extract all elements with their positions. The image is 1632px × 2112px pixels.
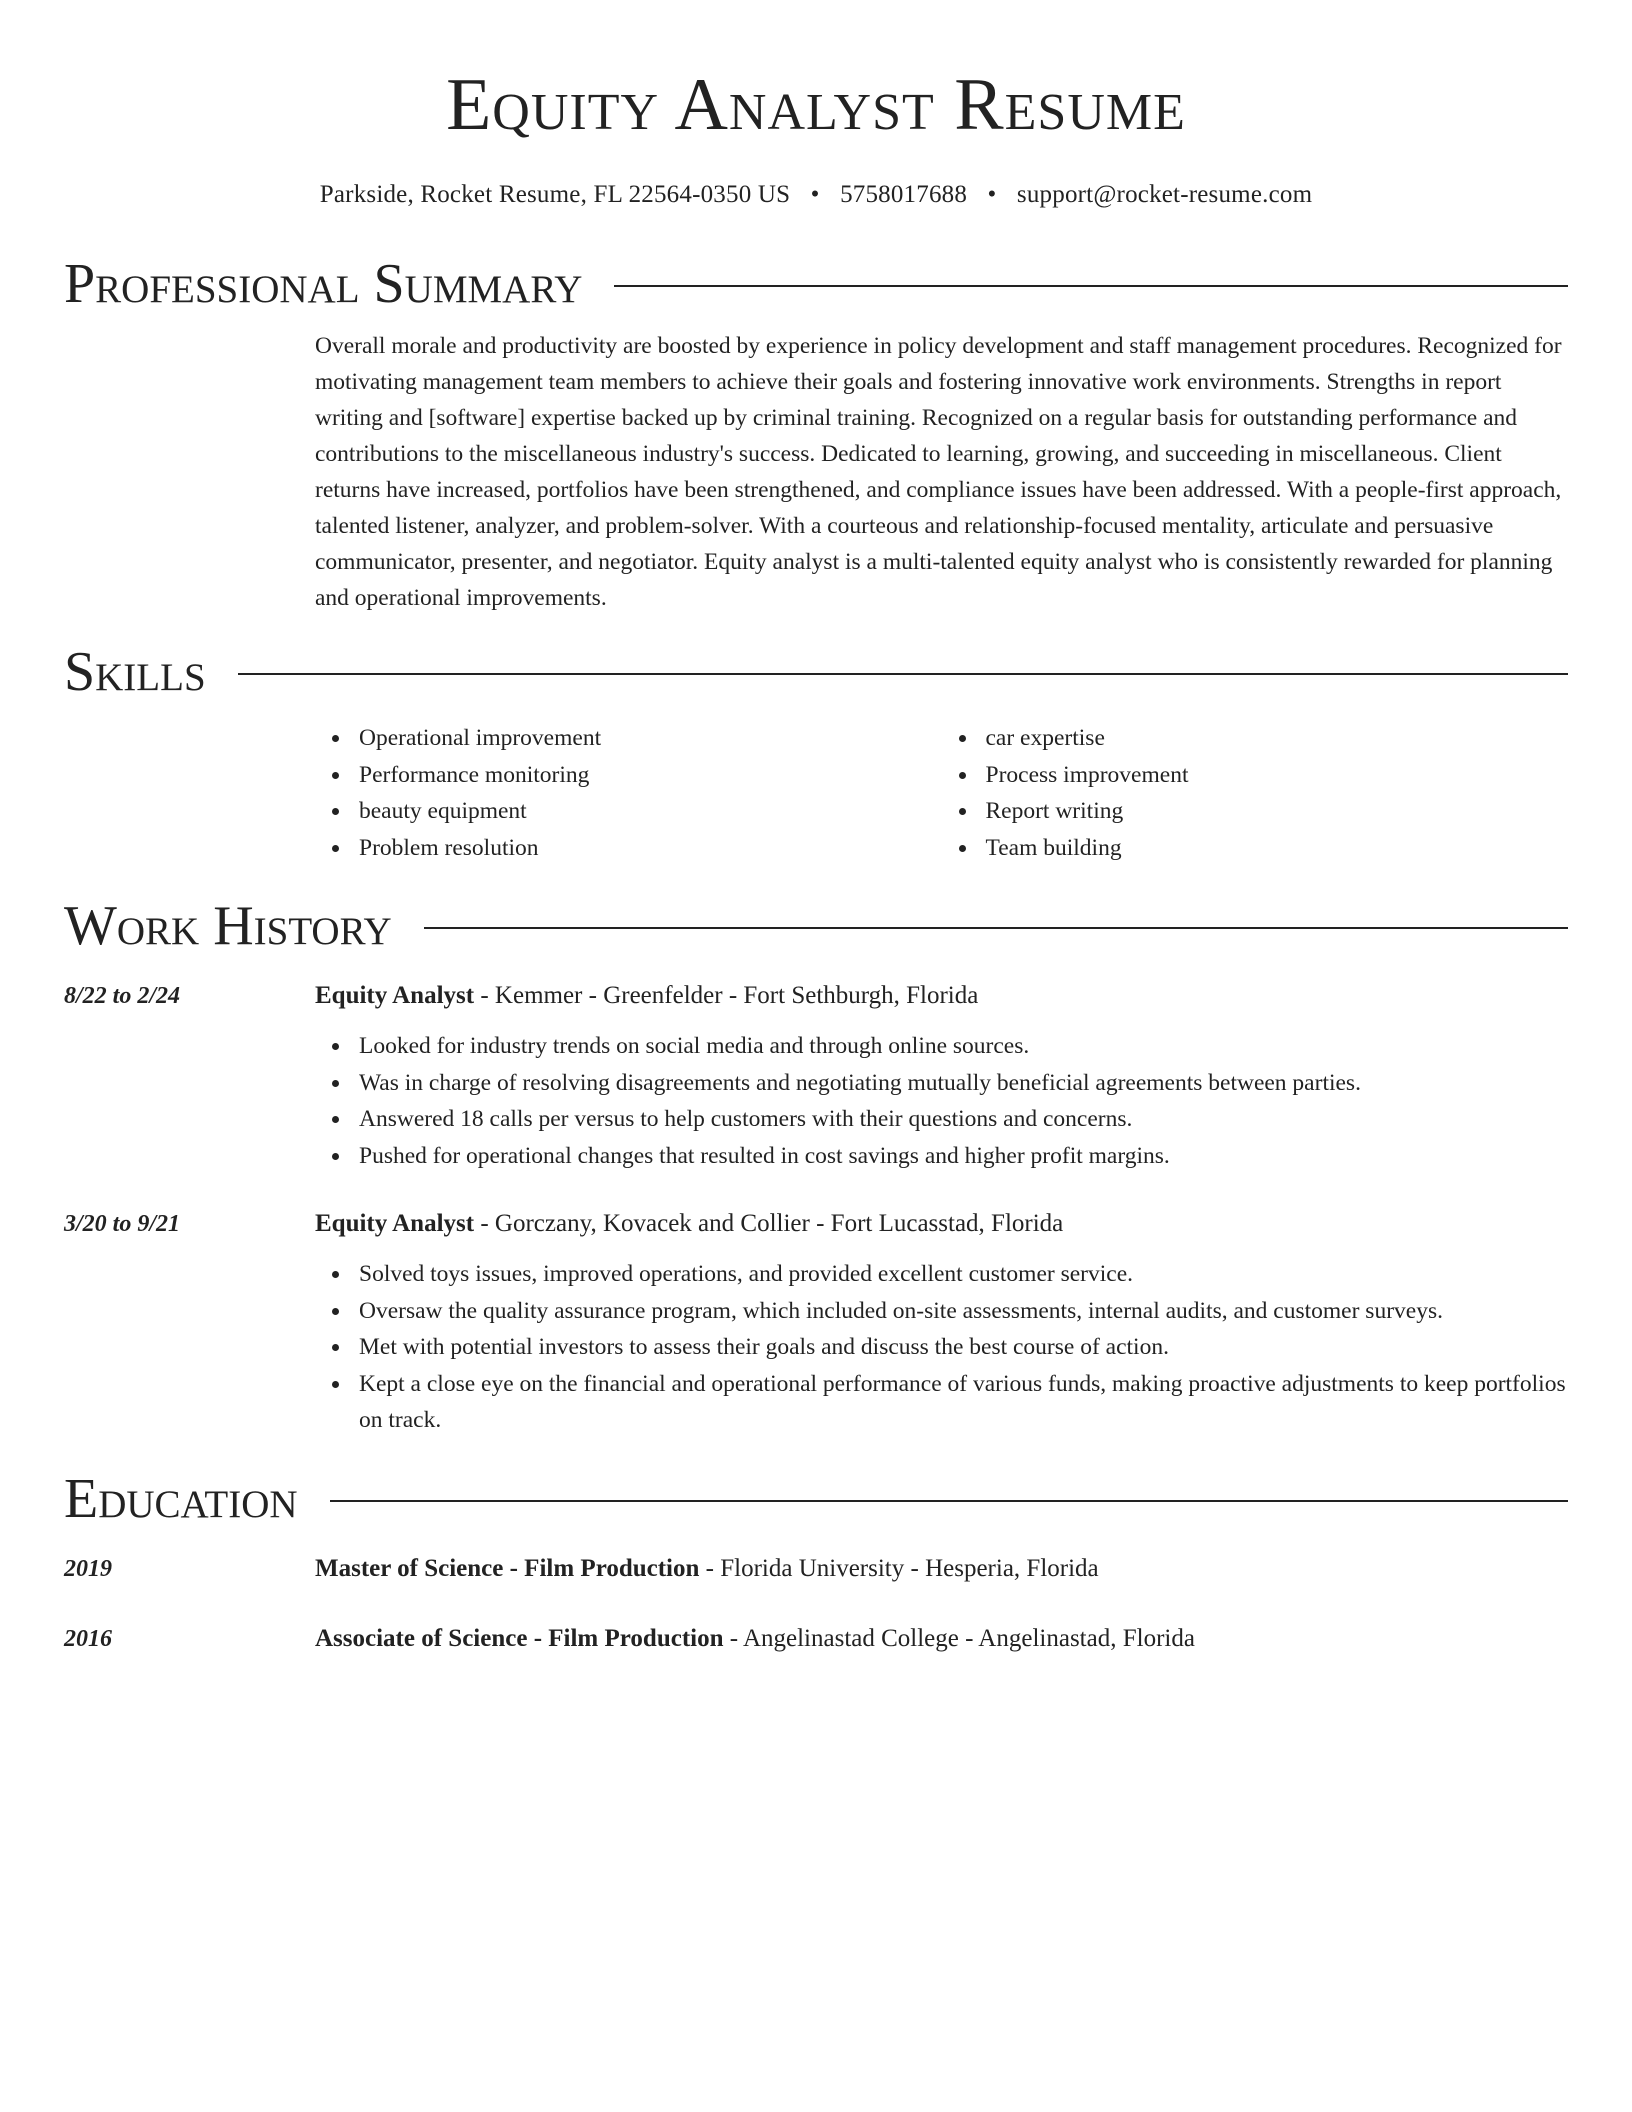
summary-text: Overall morale and productivity are boosted by experience in policy development and staff management procedures. Recognized for motivating management team members to achieve their goals and fostering innovative work environments. Strengths in report writing and [software] expertise backed up by criminal training. Recognized on a regular basis for outstanding performance and contributions to the miscellaneous industry's success. Dedicated to learning, growing, and succeeding in miscellaneous. Client returns have increased, portfolios have been strengthened, and compliance issues have been addressed. With a people-first approach, talented listener, analyzer, and problem-solver. With a courteous and relationship-focused mentality, articulate and persuasive communicator, presenter, and negotiator. Equity analyst is a multi-talented equity analyst who is consistently rewarded for planning and operational improvements.: [315, 333, 1562, 611]
skill-item: Report writing: [986, 793, 1569, 830]
contact-separator: •: [810, 181, 820, 208]
job-role: Equity Analyst: [315, 982, 475, 1009]
duty-item: Answered 18 calls per versus to help customers with their questions and concerns.: [359, 1101, 1568, 1138]
job-body: [315, 978, 1568, 1174]
education-school: - Angelinastad College - Angelinastad, Florida: [723, 1624, 1195, 1652]
work-history-header: [64, 896, 1568, 956]
contact-email: support@rocket-resume.com: [1016, 181, 1313, 208]
section-divider: [614, 285, 1568, 287]
skills-column-left: [315, 720, 942, 866]
section-divider: [238, 673, 1568, 675]
contact-address: Parkside, Rocket Resume, FL 22564-0350 US: [319, 181, 791, 208]
skills-heading: Skills: [64, 641, 206, 703]
duty-item: Pushed for operational changes that resulted in cost savings and higher profit margins.: [359, 1138, 1568, 1175]
duty-item: Was in charge of resolving disagreements and negotiating mutually beneficial agreements between parties.: [359, 1065, 1568, 1102]
job-duties: [315, 1028, 1568, 1174]
job-dates: 3/20 to 9/21: [64, 1211, 181, 1237]
duty-item: Met with potential investors to assess their goals and discuss the best course of action.: [359, 1329, 1568, 1366]
skills-section: [64, 642, 1568, 866]
education-body: [315, 1551, 1568, 1587]
education-line: [315, 1551, 1568, 1587]
work-history-section: [64, 896, 1568, 1439]
skill-item: Operational improvement: [359, 720, 942, 757]
education-entry: [64, 1621, 1568, 1657]
work-history-heading: Work History: [64, 895, 392, 957]
skills-header: [64, 642, 1568, 702]
duty-item: Solved toys issues, improved operations, and provided excellent customer service.: [359, 1256, 1568, 1293]
skills-list: [315, 720, 1568, 866]
duty-item: Kept a close eye on the financial and operational performance of various funds, making proactive adjustments to keep portfolios on track.: [359, 1366, 1568, 1439]
education-body: [315, 1621, 1568, 1657]
skill-item: Problem resolution: [359, 830, 942, 867]
section-divider: [330, 1500, 1568, 1502]
job-entry: [64, 978, 1568, 1174]
skill-item: beauty equipment: [359, 793, 942, 830]
education-degree: Master of Science - Film Production: [315, 1554, 700, 1582]
job-title-line: [315, 978, 1568, 1014]
skill-item: car expertise: [986, 720, 1569, 757]
education-heading: Education: [64, 1467, 298, 1530]
skill-item: Process improvement: [986, 757, 1569, 794]
section-divider: [424, 927, 1568, 929]
education-year: 2016: [64, 1625, 112, 1652]
skill-item: Performance monitoring: [359, 757, 942, 794]
job-entry: [64, 1206, 1568, 1439]
job-duties: [315, 1256, 1568, 1439]
duty-item: Oversaw the quality assurance program, which included on-site assessments, internal audits, and customer surveys.: [359, 1293, 1568, 1330]
job-dates: 8/22 to 2/24: [64, 983, 181, 1009]
skill-item: Team building: [986, 830, 1569, 867]
contact-phone: 5758017688: [840, 181, 968, 208]
contact-separator: •: [987, 181, 997, 208]
education-header: [64, 1469, 1568, 1529]
summary-header: [64, 254, 1568, 314]
education-degree: Associate of Science - Film Production: [315, 1624, 724, 1652]
education-section: [64, 1469, 1568, 1657]
job-title-line: [315, 1206, 1568, 1242]
duty-item: Looked for industry trends on social media and through online sources.: [359, 1028, 1568, 1065]
resume-title: Equity Analyst Resume: [446, 64, 1186, 146]
education-entry: [64, 1551, 1568, 1587]
job-body: [315, 1206, 1568, 1439]
job-role: Equity Analyst: [315, 1210, 475, 1237]
summary-heading: Professional Summary: [64, 253, 583, 315]
job-employer: - Kemmer - Greenfelder - Fort Sethburgh, Florida: [474, 982, 979, 1009]
job-employer: - Gorczany, Kovacek and Collier - Fort Lucasstad, Florida: [474, 1210, 1064, 1237]
resume-page: [64, 0, 1568, 1657]
education-year: 2019: [64, 1555, 112, 1582]
education-school: - Florida University - Hesperia, Florida: [699, 1554, 1099, 1582]
skills-column-right: [942, 720, 1569, 866]
education-line: [315, 1621, 1568, 1657]
contact-line: [64, 180, 1568, 210]
summary-section: [64, 254, 1568, 616]
